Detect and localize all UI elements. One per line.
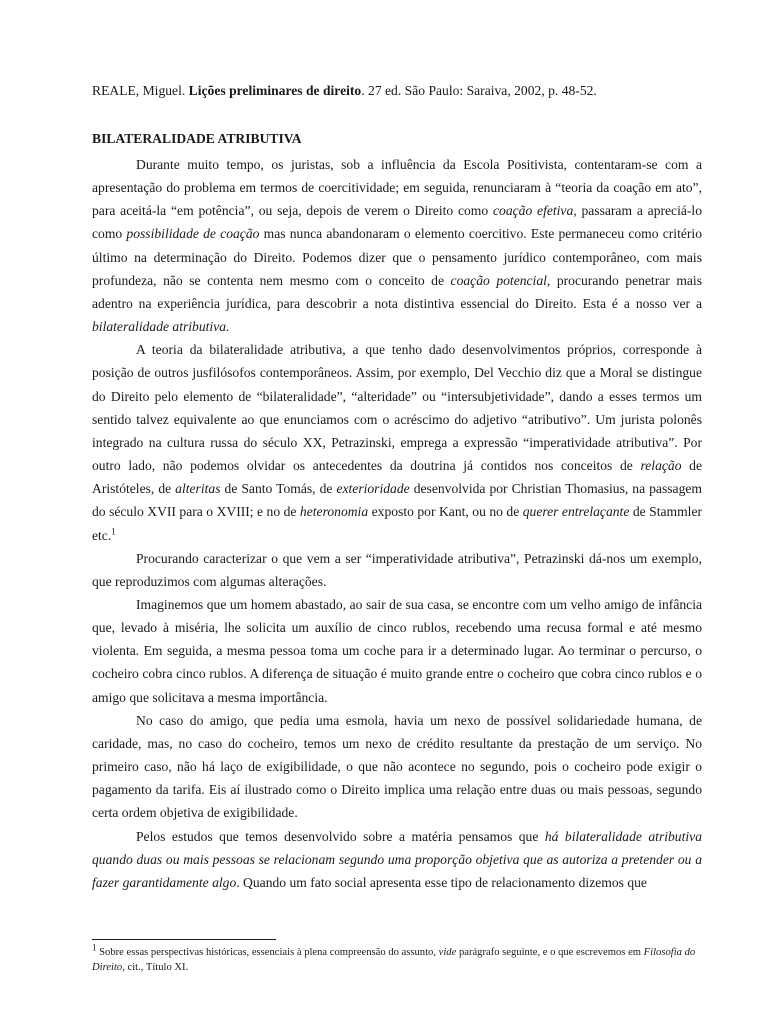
italic-term: bilateralidade atributiva. [92,319,230,335]
footnote: $^1$ Sobre essas perspectivas históricas, essenciais à plena compreensão do assunto, vide parágrafo seguinte, e o que escrevemos em Filosofia do Direito, cit., Título XI. [92,942,696,973]
reference-details: . 27 ed. São Paulo: Saraiva, 2002, p. 48-52. [361,83,597,98]
italic-term: heteronomia [299,504,369,520]
paragraph-3: Procurando caracterizar o que vem a ser “imperatividade atributiva”, Petrazinski dá-nos um exemplo, que reproduzimos com algumas alterações. [92,550,702,589]
paragraph-1: Durante muito tempo, os juristas, sob a influência da Escola Positivista, contentaram-se com a apresentação do problema em termos de coercitividade; em seguida, renunciaram à “teoria da coação em ato”, para aceitá-la “em potência”, ou seja, depois de verem o Direito como coação efetiva, passaram a apreciá-lo como possibilidade de coação mas nunca abandonaram o elemento coercitivo. Este permaneceu como critério último na determinação do Direito. Podemos dizer que o pensamento jurídico contemporâneo, com mais profundeza, não se contenta nem mesmo com o conceito de coação potencial, procurando penetrar mais adentro na experiência jurídica, para descobrir a nota distintiva essencial do Direito. Esta é a nosso ver a bilateralidade atributiva. [92,157,702,335]
paragraph-6: Pelos estudos que temos desenvolvido sobre a matéria pensamos que há bilateralidade atributiva quando duas ou mais pessoas se relacionam segundo uma proporção objetiva que as autoriza a pretender ou a fazer garantidamente algo. Quando um fato social apresenta esse tipo de relacionamento dizemos que [92,828,702,890]
italic-term: coação potencial [450,272,547,288]
italic-term: possibilidade de coação [126,226,260,242]
italic-term: coação efetiva [492,203,574,219]
footnote-mark: 1 [92,942,97,953]
italic-term: exterioridade [336,481,410,497]
footnote-reference[interactable]: 1 [111,525,116,536]
body-text [92,153,702,894]
reference-author: REALE, Miguel. [92,83,189,98]
bibliographic-reference [92,83,597,99]
paragraph-2: A teoria da bilateralidade atributiva, a que tenho dado desenvolvimentos próprios, corresponde à posição de outros jusfilósofos contemporâneos. Assim, por exemplo, Del Vecchio diz que a Moral se distingue do Direito pelo elemento de “bilateralidade”, “alteridade” ou “intersubjetividade”, dando a esses termos um sentido talvez equivalente ao que enunciamos com o acréscimo do adjetivo “atributivo”. Um jurista polonês integrado na cultura russa do século XX, Petrazinski, emprega a expressão “imperatividade atributiva”. Por outro lado, não podemos olvidar os antecedentes da doutrina já contidos nos conceitos de relação de Aristóteles, de alteritas de Santo Tomás, de exterioridade desenvolvida por Christian Thomasius, na passagem do século XVII para o XVIII; e no de heteronomia exposto por Kant, ou no de querer entrelaçante de Stammler etc.$^1$ [92,342,703,543]
italic-term: relação [640,458,682,474]
section-heading: BILATERALIDADE ATRIBUTIVA [92,131,302,146]
italic-term: querer entrelaçante [522,504,630,520]
reference-title: Lições preliminares de direito [188,83,362,98]
paragraph-5: No caso do amigo, que pedia uma esmola, havia um nexo de possível solidariedade humana, de caridade, mas, no caso do cocheiro, temos um nexo de crédito resultante da prestação de um serviço. No primeiro caso, não há laço de exigibilidade, o que não acontece no segundo, pois o cocheiro pode exigir o pagamento da tarifa. Eis aí ilustrado como o Direito implica uma relação entre duas ou mais pessoas, segundo certa ordem objetiva de exigibilidade. [92,712,702,821]
footnote-separator [92,939,276,940]
paragraph-4: Imaginemos que um homem abastado, ao sair de sua casa, se encontre com um velho amigo de infância que, levado à miséria, lhe solicita um auxílio de cinco rublos, recebendo uma recusa formal e até mesmo violenta. Em seguida, a mesma pessoa toma um coche para ir a determinado lugar. Ao terminar o percurso, o cocheiro cobra cinco rublos. A diferença de situação é muito grande entre o cocheiro que cobra cinco rublos e o amigo que solicitava a mesma importância. [92,596,702,705]
italic-definition: há bilateralidade atributiva quando duas ou mais pessoas se relacionam segundo uma proporção objetiva que as autoriza a pretender ou a fazer garantidamente algo [92,828,702,890]
italic-term: alteritas [175,481,221,497]
